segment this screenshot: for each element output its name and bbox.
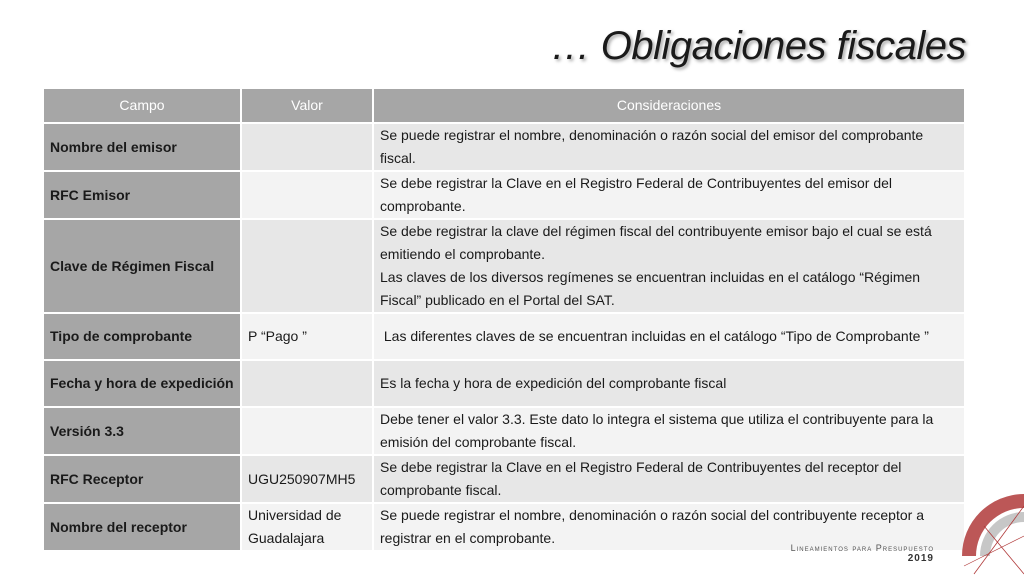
cell-valor: UGU250907MH5 — [241, 455, 373, 503]
udg-logo-icon — [954, 486, 1024, 576]
page-title: … Obligaciones fiscales — [550, 24, 966, 68]
cell-consideraciones — [373, 171, 965, 219]
cell-valor — [241, 407, 373, 455]
consideracion-paragraph: Las claves de los diversos regímenes se encuentran incluidas en el catálogo “Régimen Fiscal” publicado en el Portal del SAT. — [380, 269, 924, 308]
cell-consideraciones — [373, 360, 965, 407]
fiscal-obligations-table — [44, 89, 966, 552]
consideracion-paragraph: Debe tener el valor 3.3. Este dato lo integra el sistema que utiliza el contribuyente para la emisión del comprobante fiscal. — [380, 411, 938, 450]
consideracion-paragraph: Se puede registrar el nombre, denominación o razón social del contribuyente receptor a registrar en el comprobante. — [380, 507, 928, 546]
table-header-row — [44, 89, 965, 123]
cell-valor — [241, 219, 373, 313]
table-row — [44, 455, 965, 503]
table-row — [44, 360, 965, 407]
cell-consideraciones — [373, 219, 965, 313]
consideracion-paragraph: Se puede registrar el nombre, denominación o razón social del emisor del comprobante fiscal. — [380, 127, 928, 166]
cell-valor: Universidad de Guadalajara — [241, 503, 373, 551]
header-valor: Valor — [241, 89, 373, 123]
cell-valor — [241, 171, 373, 219]
cell-consideraciones — [373, 407, 965, 455]
table-row — [44, 123, 965, 171]
footer-year: 2019 — [907, 553, 934, 564]
footer-label: Lineamientos para Presupuesto — [790, 543, 934, 553]
cell-campo: Fecha y hora de expedición — [44, 360, 241, 407]
table-row — [44, 313, 965, 360]
cell-campo: Versión 3.3 — [44, 407, 241, 455]
cell-valor — [241, 123, 373, 171]
consideracion-paragraph: Se debe registrar la clave del régimen fiscal del contribuyente emisor bajo el cual se está emitiendo el comprobante. — [380, 223, 936, 262]
consideracion-paragraph: Las diferentes claves de se encuentran incluidas en el catálogo “Tipo de Comprobante ” — [380, 328, 929, 344]
cell-campo: Tipo de comprobante — [44, 313, 241, 360]
footer-caption — [791, 543, 934, 564]
table-row — [44, 219, 965, 313]
table-row — [44, 171, 965, 219]
consideracion-paragraph: Se debe registrar la Clave en el Registro Federal de Contribuyentes del receptor del comprobante fiscal. — [380, 459, 906, 498]
cell-consideraciones — [373, 313, 965, 360]
consideracion-paragraph: Es la fecha y hora de expedición del comprobante fiscal — [380, 375, 727, 391]
cell-valor — [241, 360, 373, 407]
cell-consideraciones — [373, 455, 965, 503]
cell-campo: Clave de Régimen Fiscal — [44, 219, 241, 313]
table-row — [44, 407, 965, 455]
cell-campo: RFC Receptor — [44, 455, 241, 503]
cell-campo: Nombre del receptor — [44, 503, 241, 551]
cell-consideraciones — [373, 123, 965, 171]
header-campo: Campo — [44, 89, 241, 123]
cell-valor: P “Pago ” — [241, 313, 373, 360]
consideracion-paragraph: Se debe registrar la Clave en el Registro Federal de Contribuyentes del emisor del comprobante. — [380, 175, 896, 214]
cell-campo: Nombre del emisor — [44, 123, 241, 171]
header-consideraciones: Consideraciones — [373, 89, 965, 123]
cell-campo: RFC Emisor — [44, 171, 241, 219]
